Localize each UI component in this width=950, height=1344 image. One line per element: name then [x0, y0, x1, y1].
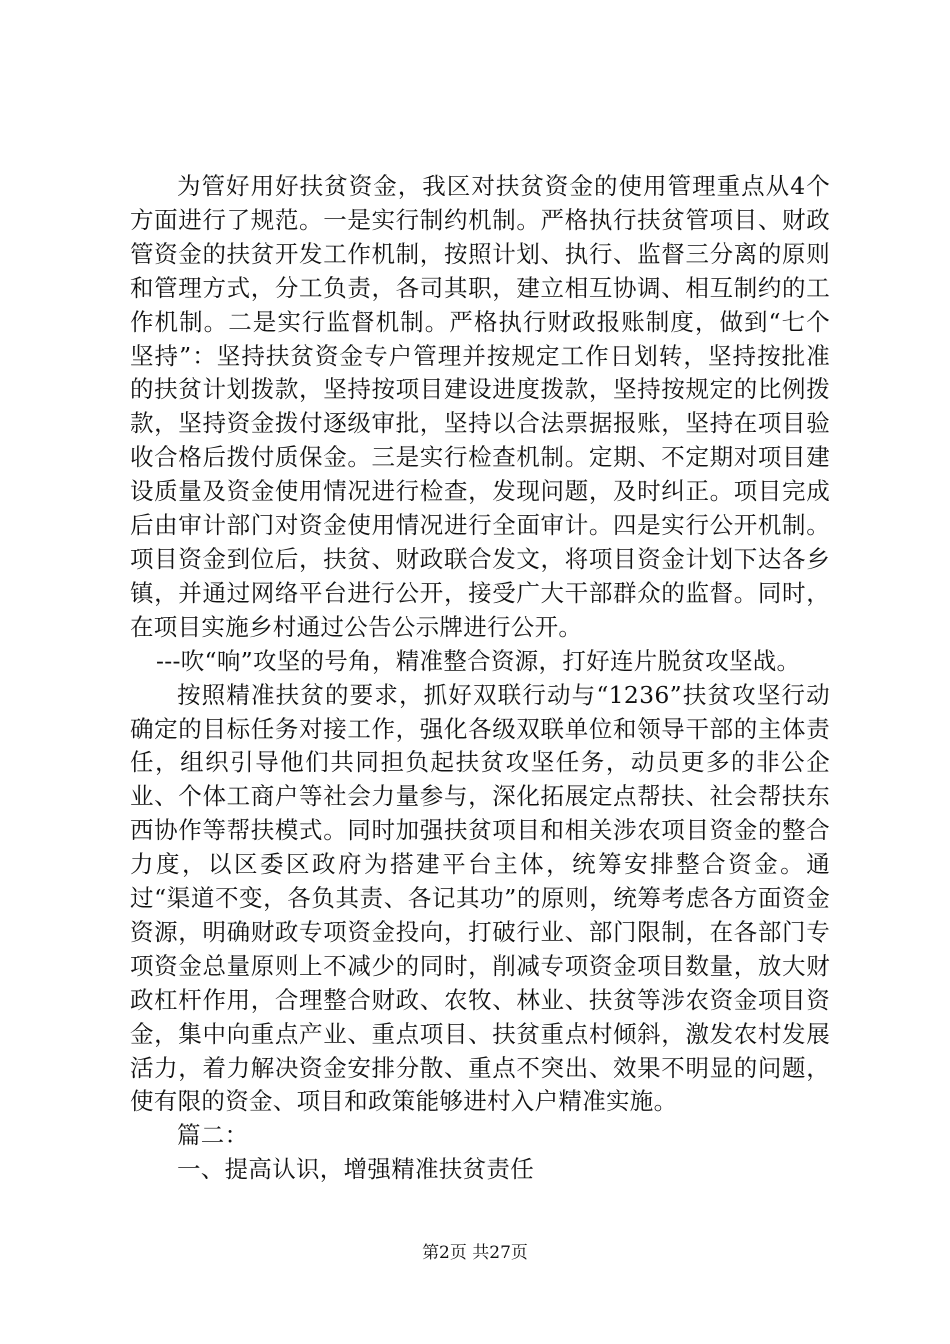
page-number-footer: 第2页 共27页 — [422, 1243, 528, 1263]
section-heading-resource-integration: ---吹“响”攻坚的号角，精准整合资源，打好连片脱贫攻坚战。 — [156, 646, 801, 675]
chapter-heading: 篇二： — [177, 1121, 249, 1150]
paragraph-fund-management: 为管好用好扶贫资金，我区对扶贫资金的使用管理重点从4个方面进行了规范。一是实行制约机制。严格执行扶贫管项目、财政管资金的扶贫开发工作机制，按照计划、执行、监督三分离的原则和管理方式，分工负责，各司其职，建立相互协调、相互制约的工作机制。二是实行监督机制。严格执行财政报账制度，做到“七个坚持”：坚持扶贫资金专户管理并按规定工作日划转，坚持按批准的扶贫计划拨款，坚持按项目建设进度拨款，坚持按规定的比例拨款，坚持资金拨付逐级审批，坚持以合法票据报账，坚持在项目验收合格后拨付质保金。三是实行检查机制。定期、不定期对项目建设质量及资金使用情况进行检查，发现问题，及时纠正。项目完成后由审计部门对资金使用情况进行全面审计。四是实行公开机制。项目资金到位后，扶贫、财政联合发文，将项目资金计划下达各乡镇，并通过网络平台进行公开，接受广大干部群众的监督。同时，在项目实施乡村通过公告公示牌进行公开。 — [130, 172, 830, 641]
paragraph-targeted-poverty-alleviation: 按照精准扶贫的要求，抓好双联行动与“1236”扶贫攻坚行动确定的目标任务对接工作，强化各级双联单位和领导干部的主体责任，组织引导他们共同担负起扶贫攻坚任务，动员更多的非公企业、个体工商户等社会力量参与，深化拓展定点帮扶、社会帮扶东西协作等帮扶模式。同时加强扶贫项目和相关涉农项目资金的整合力度，以区委区政府为搭建平台主体，统筹安排整合资金。通过“渠道不变，各负其责、各记其功”的原则，统筹考虑各方面资金资源，明确财政专项资金投向，打破行业、部门限制，在各部门专项资金总量原则上不减少的同时，削减专项资金项目数量，放大财政杠杆作用，合理整合财政、农牧、林业、扶贫等涉农资金项目资金，集中向重点产业、重点项目、扶贫重点村倾斜，激发农村发展活力，着力解决资金安排分散、重点不突出、效果不明显的问题，使有限的资金、项目和政策能够进村入户精准实施。 — [130, 680, 830, 1116]
section-heading-awareness: 一、提高认识，增强精准扶贫责任 — [177, 1155, 534, 1184]
document-body — [130, 170, 830, 1187]
